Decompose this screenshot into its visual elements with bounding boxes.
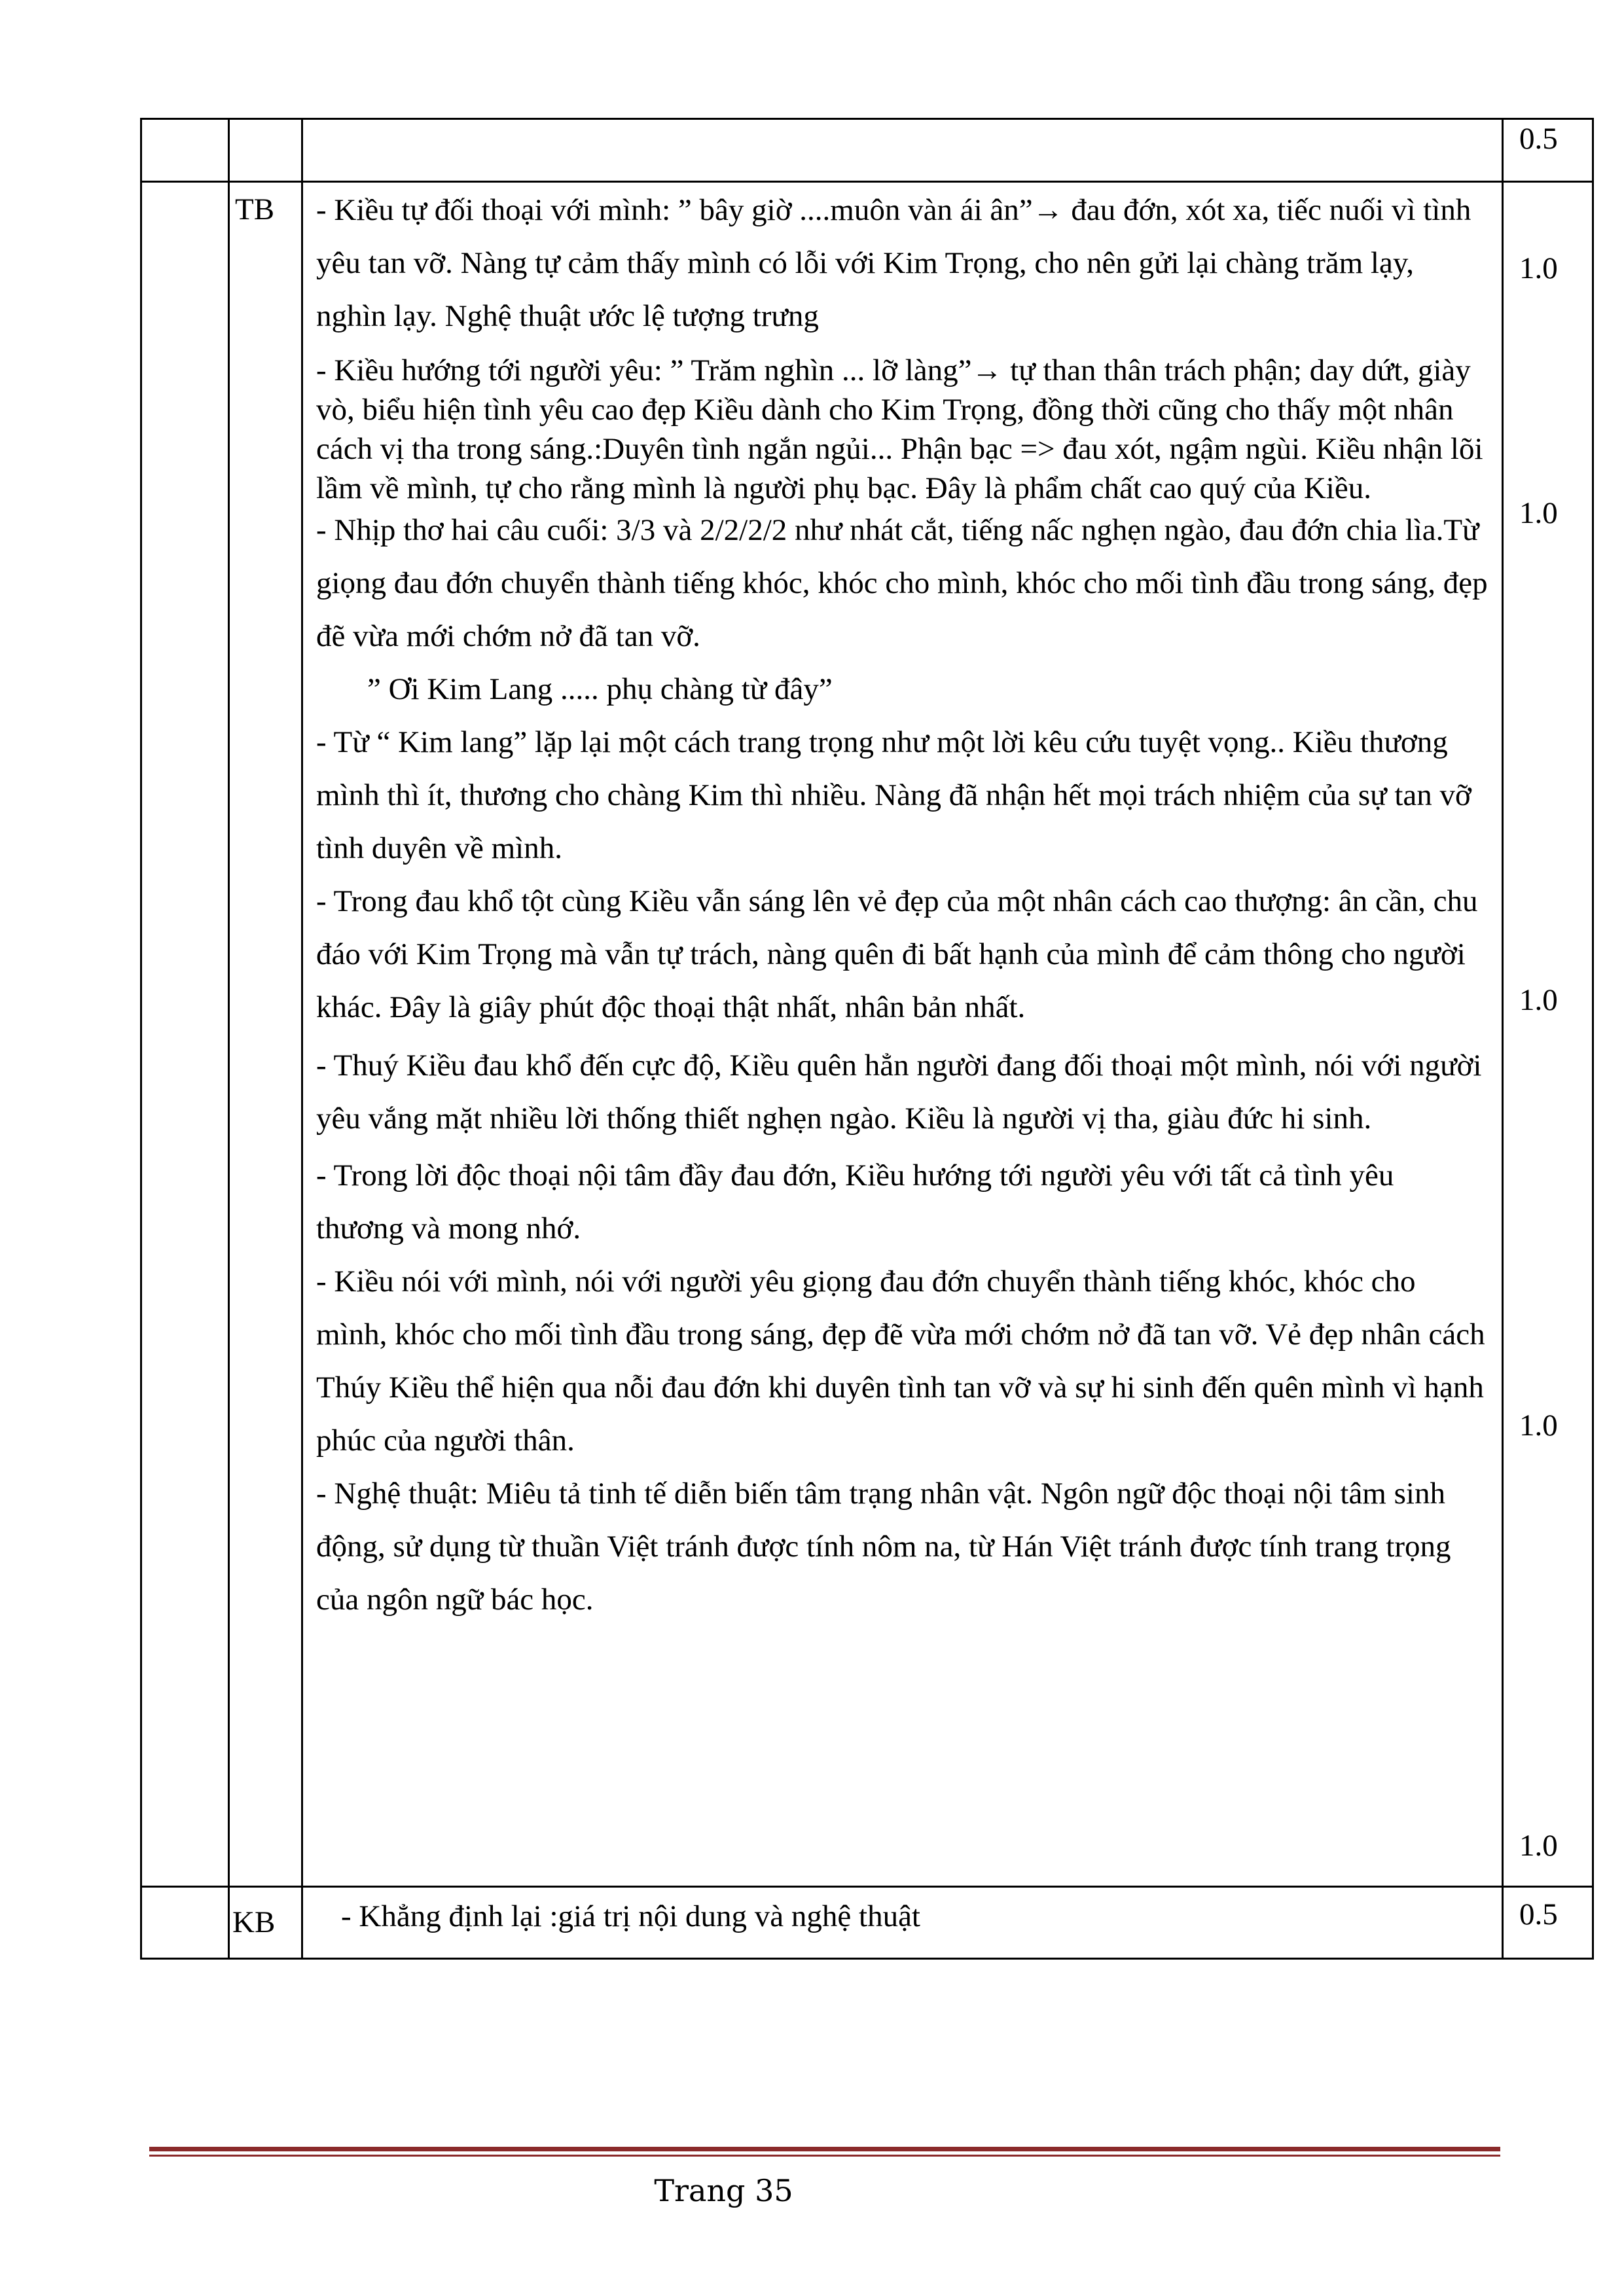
score-value: 0.5: [1519, 1897, 1558, 1931]
table-row-end: [141, 1887, 1593, 1959]
section-tag-kb: [229, 1887, 302, 1959]
body-content: [302, 182, 1503, 1887]
paragraph-5: - Trong đau khổ tột cùng Kiều vẫn sáng lên vẻ đẹp của một nhân cách cao thượng: ân cần, chu đáo với Kim Trọng mà vẫn tự trách, nàng quên đi bất hạnh của mình để cảm thông cho người khác. Đây là giây phút độc thoại thật nhất, nhân bản nhất.: [316, 884, 1478, 1024]
cell-empty-4: [141, 182, 229, 1887]
paragraph-9: - Nghệ thuật: Miêu tả tinh tế diễn biến tâm trạng nhân vật. Ngôn ngữ độc thoại nội tâm sinh động, sử dụng từ thuần Việt tránh được tính nôm na, từ Hán Việt tránh được tính trang trọng của ngôn ngữ bác học.: [316, 1477, 1451, 1617]
score-1: 1.0: [1519, 251, 1558, 285]
paragraph-4: - Từ “ Kim lang” lặp lại một cách trang trọng như một lời kêu cứu tuyệt vọng.. Kiều thương mình thì ít, thương cho chàng Kim thì nhiều. Nàng đã nhận hết mọi trách nhiệm của sự tan vỡ tình duyên về mình.: [316, 725, 1471, 865]
section-tag-label: KB: [232, 1905, 276, 1939]
table-row-body: [141, 182, 1593, 1887]
cell-empty-5: [141, 1887, 229, 1959]
score-2: 1.0: [1519, 496, 1558, 530]
cell-empty-3: [302, 119, 1503, 182]
paragraph-6: - Thuý Kiều đau khổ đến cực độ, Kiều quên hẳn người đang đối thoại một mình, nói với người yêu vắng mặt nhiều lời thống thiết nghẹn ngào. Kiều là người vị tha, giàu đức hi sinh.: [316, 1049, 1482, 1136]
cell-empty-2: [229, 119, 302, 182]
score-column: [1503, 182, 1593, 1887]
score-cell-top: [1503, 119, 1593, 182]
score-4: 1.0: [1519, 1408, 1558, 1443]
paragraph-2: - Kiều hướng tới người yêu: ” Trăm nghìn ... lỡ làng”→ tự than thân trách phận; day dứt, giày vò, biểu hiện tình yêu cao đẹp Kiều dành cho Kim Trọng, đồng thời cũng cho thấy một nhân cách vị tha trong sáng.:Duyên tình ngắn ngủi... Phận bạc => đau xót, ngậm ngùi. Kiều nhận lõi lầm về mình, tự cho rằng mình là người phụ bạc. Đây là phẩm chất cao quý của Kiều.: [316, 353, 1483, 505]
paragraph-3: - Nhịp thơ hai câu cuối: 3/3 và 2/2/2/2 như nhát cắt, tiếng nấc nghẹn ngào, đau đớn chia lìa.Từ giọng đau đớn chuyển thành tiếng khóc, khóc cho mình, khóc cho mối tình đầu trong sáng, đẹp đẽ vừa mới chớm nở đã tan vỡ.: [316, 513, 1488, 653]
conclusion-content: [302, 1887, 1503, 1959]
paragraph-1: - Kiều tự đối thoại với mình: ” bây giờ ....muôn vàn ái ân”→ đau đớn, xót xa, tiếc nuối vì tình yêu tan vỡ. Nàng tự cảm thấy mình có lỗi với Kim Trọng, cho nên gửi lại chàng trăm lạy, nghìn lạy. Nghệ thuật ước lệ tượng trưng: [316, 193, 1471, 333]
section-tag-label: TB: [235, 192, 275, 226]
score-3: 1.0: [1519, 983, 1558, 1017]
cell-empty-1: [141, 119, 229, 182]
footer-divider-thin: [149, 2155, 1500, 2157]
footer-divider-thick: [149, 2147, 1500, 2151]
answer-table: [140, 118, 1594, 1960]
paragraph-7: - Trong lời độc thoại nội tâm đầy đau đớn, Kiều hướng tới người yêu với tất cả tình yêu thương và mong nhớ.: [316, 1158, 1394, 1246]
page-number: Trang 35: [654, 2173, 793, 2208]
section-tag-tb: [229, 182, 302, 1887]
score-value: 0.5: [1519, 122, 1558, 156]
score-5: 1.0: [1519, 1829, 1558, 1863]
quote-line: ” Ơi Kim Lang ..... phụ chàng từ đây”: [367, 672, 833, 706]
score-cell-end: [1503, 1887, 1593, 1959]
paragraph-8: - Kiều nói với mình, nói với người yêu giọng đau đớn chuyển thành tiếng khóc, khóc cho mình, khóc cho mối tình đầu trong sáng, đẹp đẽ vừa mới chớm nở đã tan vỡ. Vẻ đẹp nhân cách Thúy Kiều thể hiện qua nỗi đau đớn khi duyên tình tan vỡ và sự hi sinh đến quên mình vì hạnh phúc của người thân.: [316, 1265, 1485, 1458]
conclusion-text: - Khẳng định lại :giá trị nội dung và nghệ thuật: [341, 1899, 920, 1933]
table-row-top: [141, 119, 1593, 182]
